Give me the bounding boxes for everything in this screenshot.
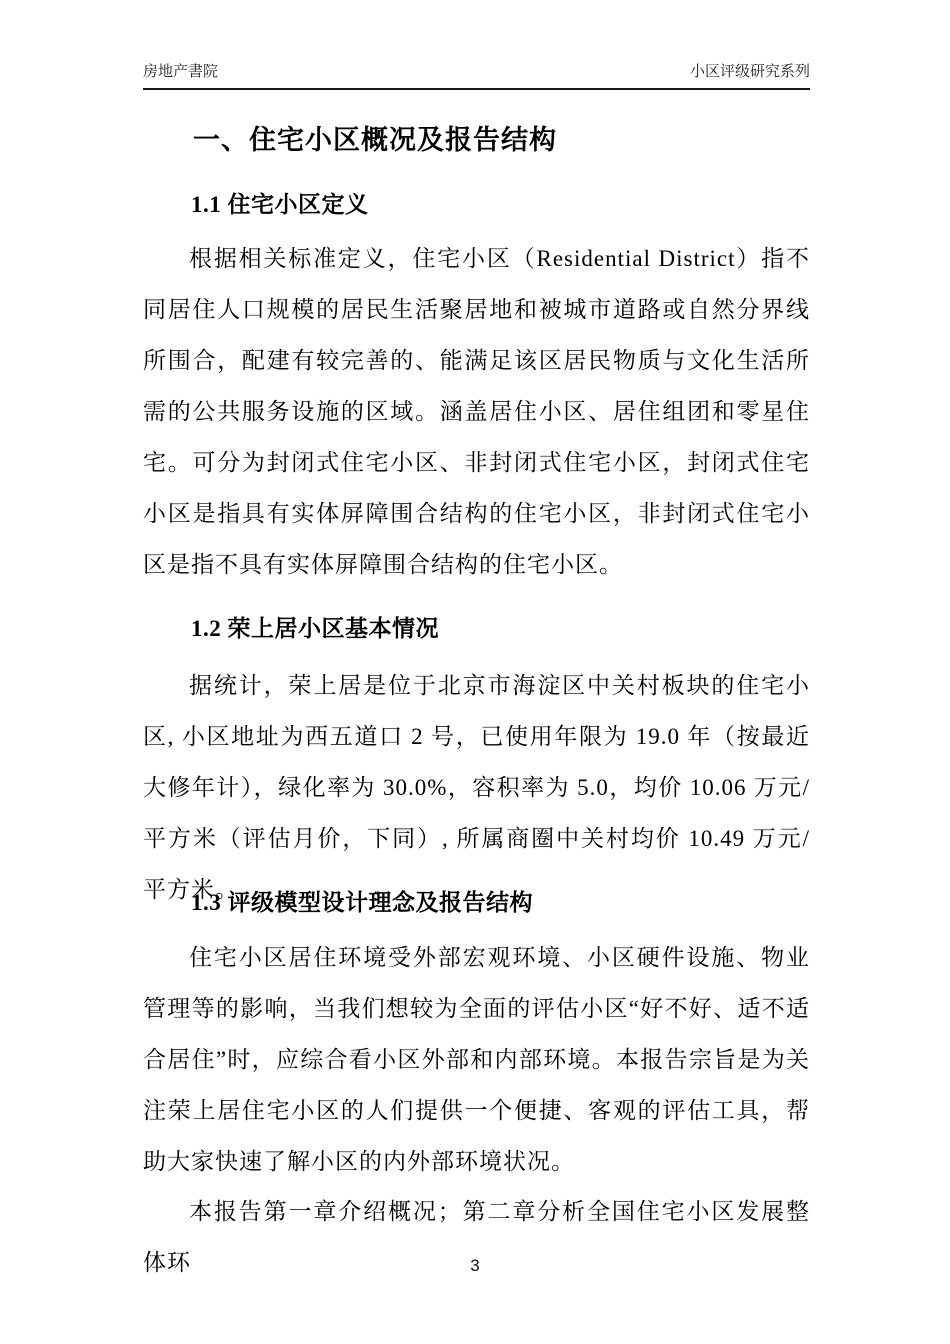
chapter-title: 一、住宅小区概况及报告结构 [193, 125, 557, 155]
section-heading-1-3: 1.3 评级模型设计理念及报告结构 [191, 890, 533, 915]
paragraph-section-1-1: 根据相关标准定义，住宅小区（Residential District）指不同居住人口规模的居民生活聚居地和被城市道路或自然分界线所围合，配建有较完善的、能满足该区居民物质与文化生活所需的公共服务设施的区域。涵盖居住小区、居住组团和零星住宅。可分为封闭式住宅小区、非封闭式住宅小区，封闭式住宅小区是指具有实体屏障围合结构的住宅小区，非封闭式住宅小区是指不具有实体屏障围合结构的住宅小区。 [143, 246, 810, 577]
page-number: 3 [470, 1256, 480, 1275]
header-right-text: 小区评级研究系列 [689, 63, 810, 80]
page-header [143, 60, 810, 90]
section-heading-1-2: 1.2 荣上居小区基本情况 [191, 616, 439, 641]
header-left-text: 房地产書院 [143, 63, 219, 80]
paragraph-section-1-3-b: 本报告第一章介绍概况；第二章分析全国住宅小区发展整体环 [143, 1199, 810, 1275]
paragraph-section-1-3-a: 住宅小区居住环境受外部宏观环境、小区硬件设施、物业管理等的影响，当我们想较为全面的评估小区“好不好、适不适合居住”时，应综合看小区外部和内部环境。本报告宗旨是为关注荣上居住宅小区的人们提供一个便捷、客观的评估工具，帮助大家快速了解小区的内外部环境状况。 [143, 945, 810, 1174]
paragraph-section-1-2: 据统计，荣上居是位于北京市海淀区中关村板块的住宅小区, 小区地址为西五道口 2 号，已使用年限为 19.0 年（按最近大修年计），绿化率为 30.0%，容积率为 5.0，均价 10.06 万元/平方米（评估月价，下同）, 所属商圈中关村均价 10.49 万元/平方米。 [143, 673, 810, 902]
section-heading-1-1: 1.1 住宅小区定义 [191, 192, 369, 217]
